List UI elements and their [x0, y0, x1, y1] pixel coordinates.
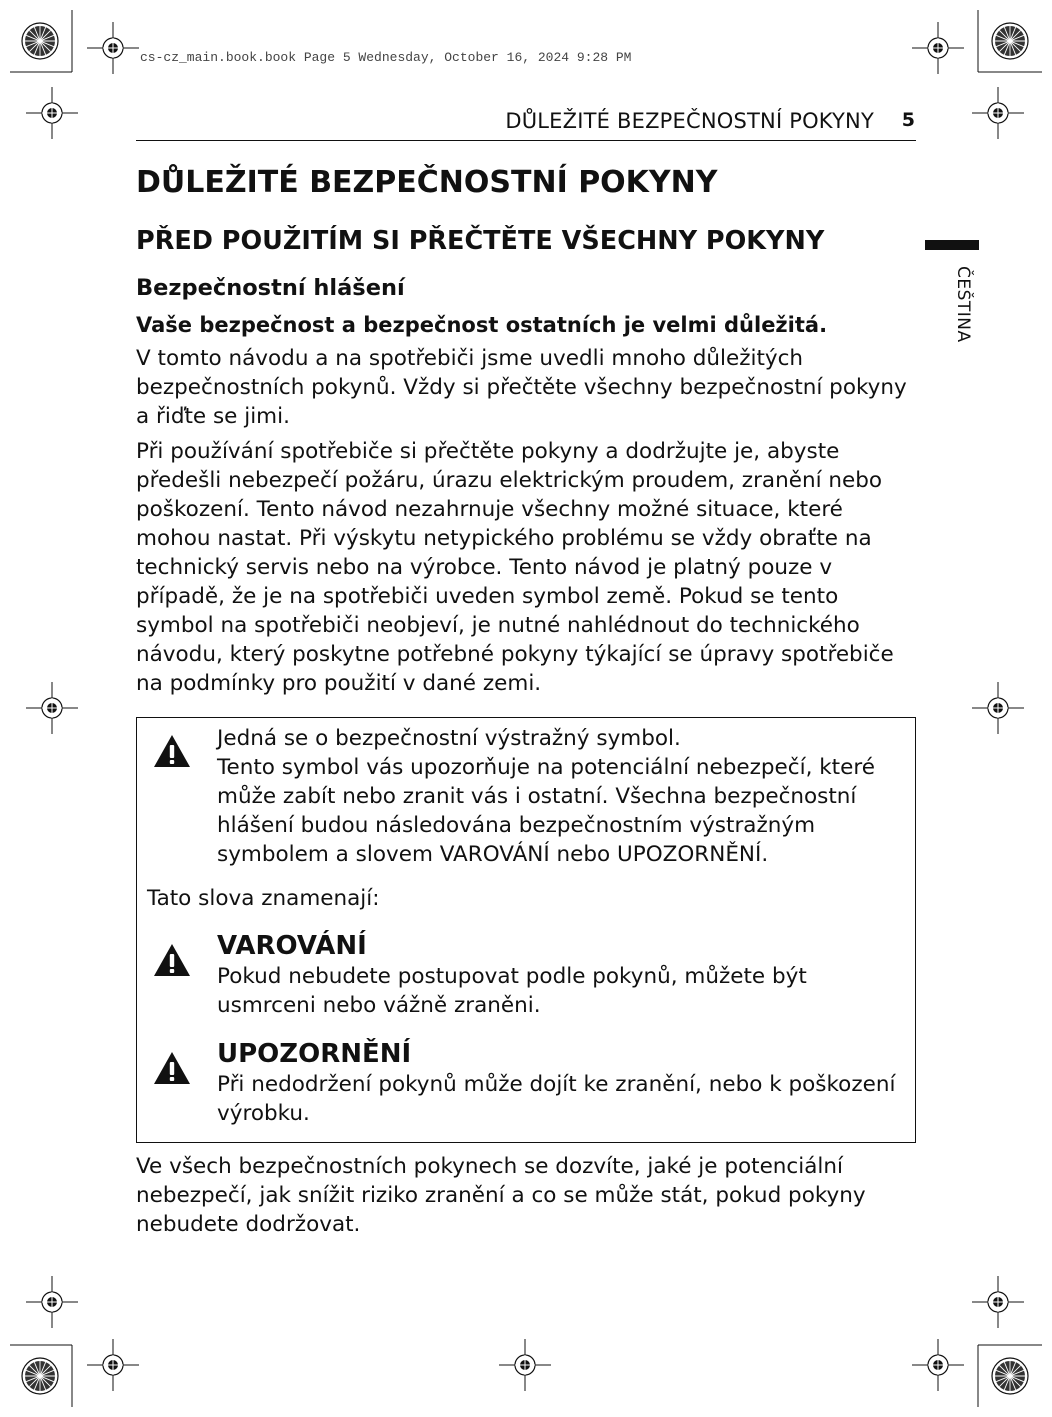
- language-tab-bar: [925, 240, 979, 250]
- closing-paragraph: Ve všech bezpečnostních pokynech se dozvíte, jaké je potenciální nebezpečí, jak snížit riziko zranění a co se může stát, pokud pokyny nebudete dodržovat.: [136, 1154, 866, 1237]
- print-slug: cs-cz_main.book.book Page 5 Wednesday, October 16, 2024 9:28 PM: [140, 50, 632, 65]
- subsection-heading: Bezpečnostní hlášení: [136, 275, 405, 301]
- page-number: 5: [901, 109, 915, 131]
- words-intro: Tato slova znamenají:: [147, 886, 380, 911]
- safety-symbol-box: [136, 717, 916, 1143]
- warning-triangle-icon: [153, 734, 191, 768]
- language-tab-label: ČEŠTINA: [953, 266, 973, 343]
- running-header: [136, 108, 916, 141]
- usage-paragraph: Při používání spotřebiče si přečtěte pokyny a dodržujte je, abyste předešli nebezpečí požáru, úrazu elektrickým proudem, zranění nebo poškození. Tento návod nezahrnuje všechny možné situace, které mohou nastat. Při výskytu netypického problému se vždy obraťte na technický servis nebo na výrobce. Tento návod je platný pouze v případě, že je na spotřebiči uveden symbol země. Pokud se tento symbol na spotřebiči neobjeví, je nutné nahlédnout do technického návodu, který poskytne potřebné pokyny týkající se úpravy spotřebiče na podmínky pro použití v dané zemi.: [136, 439, 894, 696]
- page-title: DŮLEŽITÉ BEZPEČNOSTNÍ POKYNY: [136, 165, 718, 200]
- warning-block: [217, 930, 903, 1020]
- warning-triangle-icon: [153, 1051, 191, 1085]
- warning-text: Pokud nebudete postupovat podle pokynů, můžete být usmrceni nebo vážně zraněni.: [217, 964, 807, 1018]
- warning-triangle-icon: [153, 943, 191, 977]
- lead-sentence: Vaše bezpečnost a bezpečnost ostatních je velmi důležitá.: [136, 313, 828, 337]
- symbol-line-1: Jedná se o bezpečnostní výstražný symbol.: [217, 726, 681, 751]
- caution-block: [217, 1038, 903, 1128]
- page-content: [136, 162, 916, 1239]
- caution-text: Při nedodržení pokynů může dojít ke zranění, nebo k poškození výrobku.: [217, 1072, 896, 1126]
- symbol-explanation: [217, 724, 903, 869]
- section-heading: PŘED POUŽITÍM SI PŘEČTĚTE VŠECHNY POKYNY: [136, 226, 825, 256]
- intro-paragraph: V tomto návodu a na spotřebiči jsme uvedli mnoho důležitých bezpečnostních pokynů. Vždy si přečtěte všechny bezpečnostní pokyny a řiďte se jimi.: [136, 346, 907, 429]
- running-header-title: DŮLEŽITÉ BEZPEČNOSTNÍ POKYNY: [505, 109, 874, 133]
- warning-label: VAROVÁNÍ: [217, 931, 367, 961]
- symbol-line-2: Tento symbol vás upozorňuje na potenciální nebezpečí, které může zabít nebo zranit vás i ostatní. Všechna bezpečnostní hlášení budou následována bezpečnostním výstražným symbolem a slovem VAROVÁNÍ nebo UPOZORNĚNÍ.: [217, 755, 875, 867]
- caution-label: UPOZORNĚNÍ: [217, 1039, 412, 1069]
